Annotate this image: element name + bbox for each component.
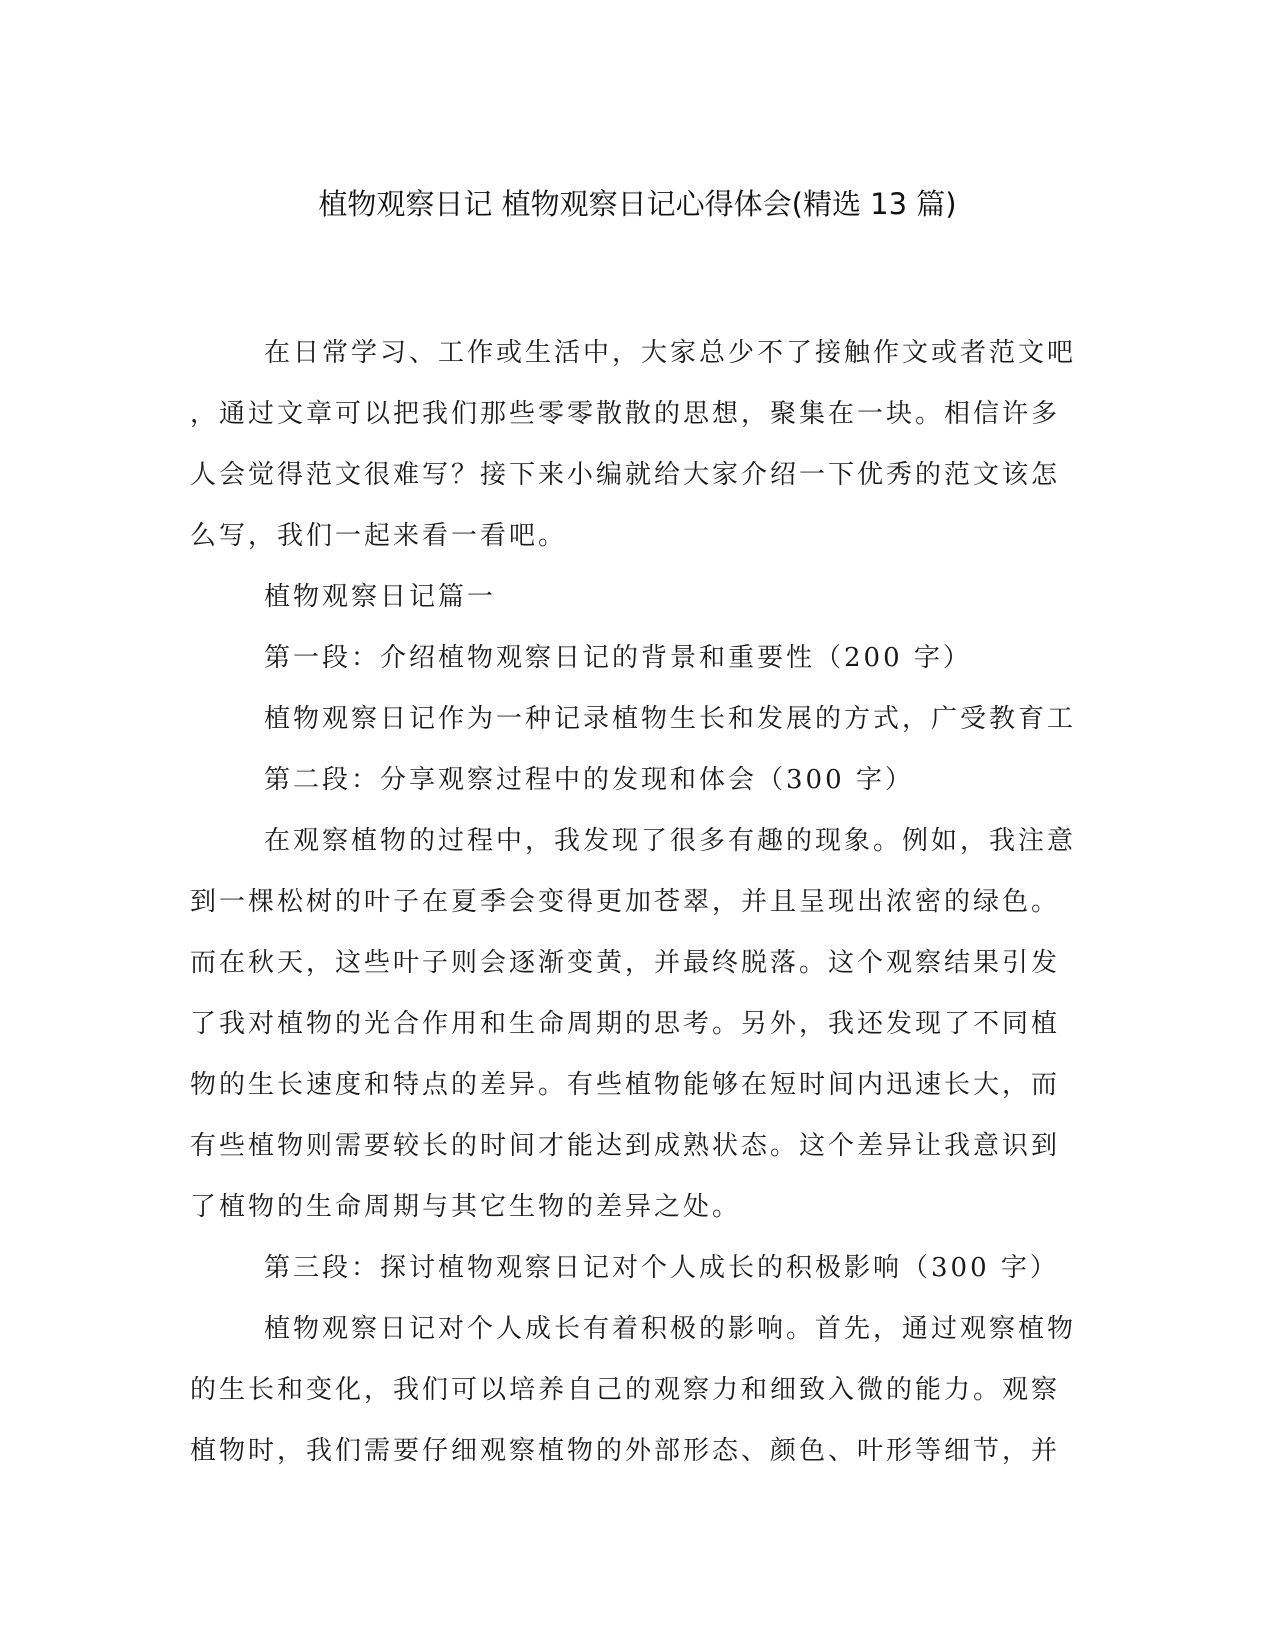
document-body [190,323,1085,1482]
paragraph-line: 了我对植物的光合作用和生命周期的思考。另外，我还发现了不同植 [190,1009,1061,1039]
paragraph-line: 在观察植物的过程中，我发现了很多有趣的现象。例如，我注意 [264,826,1077,856]
paragraph-line: 植物观察日记作为一种记录植物生长和发展的方式，广受教育工 [264,704,1077,734]
document-title: 植物观察日记 植物观察日记心得体会(精选 13 篇) [318,187,957,221]
subsection-heading: 第一段：介绍植物观察日记的背景和重要性（200 字） [264,643,972,673]
paragraph-line: 而在秋天，这些叶子则会逐渐变黄，并最终脱落。这个观察结果引发 [190,948,1061,978]
paragraph-line: 了植物的生命周期与其它生物的差异之处。 [190,1192,742,1222]
paragraph-line: 到一棵松树的叶子在夏季会变得更加苍翠，并且呈现出浓密的绿色。 [190,887,1061,917]
paragraph-line: 人会觉得范文很难写？接下来小编就给大家介绍一下优秀的范文该怎 [190,460,1061,490]
paragraph-line: 植物观察日记对个人成长有着积极的影响。首先，通过观察植物 [264,1314,1077,1344]
paragraph-line: 有些植物则需要较长的时间才能达到成熟状态。这个差异让我意识到 [190,1131,1061,1161]
paragraph-line: 植物时，我们需要仔细观察植物的外部形态、颜色、叶形等细节，并 [190,1436,1061,1466]
paragraph-line: 么写，我们一起来看一看吧。 [190,521,568,551]
paragraph-line: 的生长和变化，我们可以培养自己的观察力和细致入微的能力。观察 [190,1375,1061,1405]
subsection-heading: 第二段：分享观察过程中的发现和体会（300 字） [264,765,914,795]
paragraph-line: 物的生长速度和特点的差异。有些植物能够在短时间内迅速长大，而 [190,1070,1061,1100]
paragraph-line: 在日常学习、工作或生活中，大家总少不了接触作文或者范文吧 [264,338,1077,368]
section-heading: 植物观察日记篇一 [264,582,497,612]
subsection-heading: 第三段：探讨植物观察日记对个人成长的积极影响（300 字） [264,1253,1059,1283]
paragraph-line: ，通过文章可以把我们那些零零散散的思想，聚集在一块。相信许多 [190,399,1061,429]
